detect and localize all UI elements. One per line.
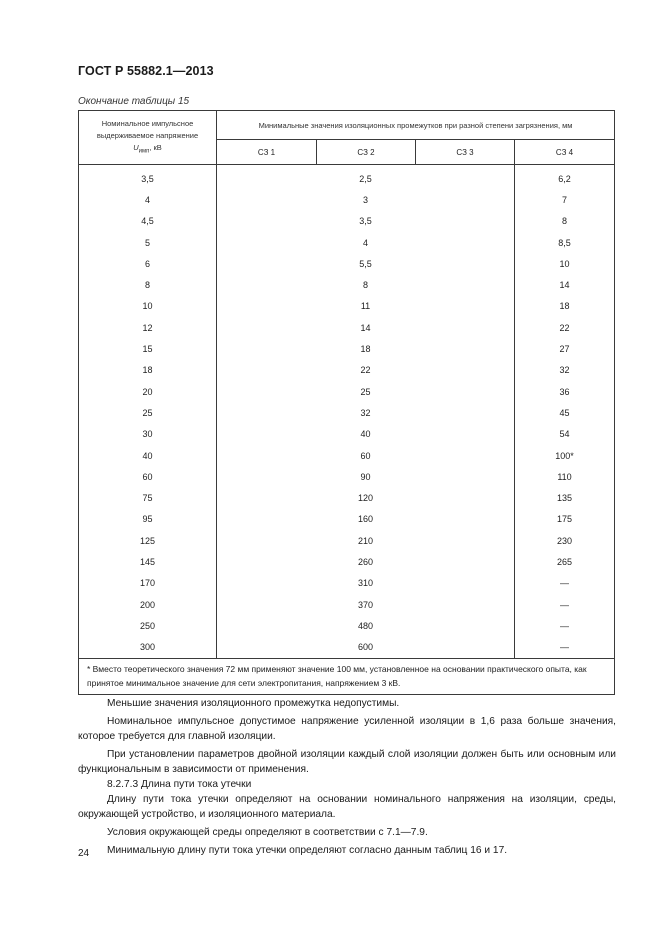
voltage-cell: 250: [79, 615, 217, 636]
table-row: [79, 594, 615, 615]
table-row: [79, 530, 615, 551]
paragraph: Номинальное импульсное допустимое напряжение усиленной изоляции в 1,6 раза больше значения, которое требуется для главной изоляции.: [78, 716, 616, 742]
voltage-cell: 125: [79, 530, 217, 551]
clearance-cell-sz4: —: [515, 637, 615, 659]
section-heading: 8.2.7.3 Длина пути тока утечки: [107, 779, 252, 790]
clearance-cell-sz4: 7: [515, 189, 615, 210]
table-row: [79, 274, 615, 295]
paragraph: Условия окружающей среды определяют в соответствии с 7.1—7.9.: [107, 827, 428, 838]
clearance-cell-sz1-3: 3,5: [217, 211, 515, 232]
voltage-cell: 25: [79, 402, 217, 423]
voltage-cell: 4,5: [79, 211, 217, 232]
table-row: [79, 168, 615, 189]
clearance-cell-sz4: 100*: [515, 445, 615, 466]
table-row: [79, 402, 615, 423]
clearance-cell-sz4: 8,5: [515, 232, 615, 253]
voltage-cell: 18: [79, 360, 217, 381]
clearance-cell-sz1-3: 480: [217, 615, 515, 636]
pollution-degree-header: СЗ 3: [416, 140, 515, 165]
voltage-cell: 10: [79, 296, 217, 317]
clearance-cell-sz4: 265: [515, 551, 615, 572]
table-row: [79, 253, 615, 274]
clearance-cell-sz1-3: 11: [217, 296, 515, 317]
voltage-cell: 95: [79, 509, 217, 530]
clearance-cell-sz1-3: 600: [217, 637, 515, 659]
page-number: 24: [78, 848, 90, 859]
table-row: [79, 189, 615, 210]
table-row: [79, 424, 615, 445]
table-row: [79, 573, 615, 594]
body-text: [78, 696, 616, 858]
clearance-cell-sz1-3: 60: [217, 445, 515, 466]
table-row: [79, 381, 615, 402]
table-row: [79, 615, 615, 636]
pollution-degree-header: СЗ 1: [217, 140, 317, 165]
clearance-cell-sz1-3: 8: [217, 274, 515, 295]
clearance-cell-sz1-3: 210: [217, 530, 515, 551]
voltage-cell: 75: [79, 487, 217, 508]
voltage-cell: 30: [79, 424, 217, 445]
clearance-cell-sz4: —: [515, 615, 615, 636]
clearance-cell-sz4: 22: [515, 317, 615, 338]
table-row: [79, 360, 615, 381]
clearance-cell-sz1-3: 40: [217, 424, 515, 445]
voltage-cell: 20: [79, 381, 217, 402]
table-row: [79, 211, 615, 232]
paragraph: При установлении параметров двойной изоляции каждый слой изоляции должен быть или основным или функциональным в зависимости от применения.: [78, 749, 616, 775]
table-row: [79, 551, 615, 572]
clearance-cell-sz1-3: 160: [217, 509, 515, 530]
document-code: ГОСТ Р 55882.1—2013: [78, 64, 214, 78]
voltage-cell: 8: [79, 274, 217, 295]
clearance-cell-sz1-3: 25: [217, 381, 515, 402]
clearance-cell-sz1-3: 120: [217, 487, 515, 508]
table-row: [79, 232, 615, 253]
clearance-cell-sz4: 54: [515, 424, 615, 445]
voltage-cell: 3,5: [79, 168, 217, 189]
table-row: [79, 637, 615, 659]
clearance-cell-sz1-3: 32: [217, 402, 515, 423]
pollution-degree-header: СЗ 2: [317, 140, 416, 165]
table-row: [79, 509, 615, 530]
clearance-cell-sz1-3: 18: [217, 338, 515, 359]
clearance-cell-sz1-3: 2,5: [217, 168, 515, 189]
clearance-cell-sz1-3: 90: [217, 466, 515, 487]
voltage-cell: 170: [79, 573, 217, 594]
voltage-cell: 60: [79, 466, 217, 487]
clearance-cell-sz4: 10: [515, 253, 615, 274]
voltage-cell: 200: [79, 594, 217, 615]
clearance-cell-sz1-3: 310: [217, 573, 515, 594]
table-row: [79, 338, 615, 359]
table-caption: Окончание таблицы 15: [78, 96, 190, 107]
clearance-cell-sz1-3: 4: [217, 232, 515, 253]
clearance-cell-sz4: 6,2: [515, 168, 615, 189]
clearance-cell-sz4: 110: [515, 466, 615, 487]
voltage-column-header: Номинальное импульсное выдерживаемое напряжение $U_{имп}$, кВ: [79, 111, 217, 165]
clearance-cell-sz4: —: [515, 594, 615, 615]
clearance-cell-sz4: 27: [515, 338, 615, 359]
table-row: [79, 466, 615, 487]
voltage-cell: 6: [79, 253, 217, 274]
table-row: [79, 487, 615, 508]
voltage-cell: 15: [79, 338, 217, 359]
clearance-cell-sz4: 8: [515, 211, 615, 232]
clearance-cell-sz4: 32: [515, 360, 615, 381]
clearance-cell-sz1-3: 260: [217, 551, 515, 572]
clearance-cell-sz4: 175: [515, 509, 615, 530]
clearance-cell-sz4: —: [515, 573, 615, 594]
clearance-cell-sz1-3: 22: [217, 360, 515, 381]
clearance-cell-sz1-3: 14: [217, 317, 515, 338]
voltage-cell: 300: [79, 637, 217, 659]
voltage-cell: 12: [79, 317, 217, 338]
voltage-cell: 40: [79, 445, 217, 466]
clearance-cell-sz4: 14: [515, 274, 615, 295]
table-row: [79, 296, 615, 317]
paragraph: Длину пути тока утечки определяют на основании номинального напряжения на изоляции, среды, окружающей устройство, и изоляционного материала.: [78, 794, 616, 820]
voltage-cell: 4: [79, 189, 217, 210]
clearance-cell-sz4: 36: [515, 381, 615, 402]
clearance-table: [78, 110, 615, 695]
table-row: [79, 445, 615, 466]
paragraph: Минимальную длину пути тока утечки определяют согласно данным таблиц 16 и 17.: [107, 845, 508, 856]
table-footnote: * Вместо теоретического значения 72 мм применяют значение 100 мм, установленное на основании практического опыта, как принятое минимальное значение для сети электропитания, напряжением 3 кВ.: [79, 658, 615, 694]
clearance-cell-sz4: 18: [515, 296, 615, 317]
paragraph: Меньшие значения изоляционного промежутка недопустимы.: [107, 698, 400, 709]
table-row: [79, 317, 615, 338]
voltage-cell: 5: [79, 232, 217, 253]
pollution-degree-header: СЗ 4: [515, 140, 615, 165]
clearance-group-header: Минимальные значения изоляционных промежутков при разной степени загрязнения, мм: [217, 111, 615, 140]
clearance-cell-sz4: 135: [515, 487, 615, 508]
clearance-cell-sz4: 45: [515, 402, 615, 423]
clearance-cell-sz1-3: 370: [217, 594, 515, 615]
clearance-cell-sz1-3: 5,5: [217, 253, 515, 274]
clearance-cell-sz4: 230: [515, 530, 615, 551]
voltage-cell: 145: [79, 551, 217, 572]
clearance-cell-sz1-3: 3: [217, 189, 515, 210]
